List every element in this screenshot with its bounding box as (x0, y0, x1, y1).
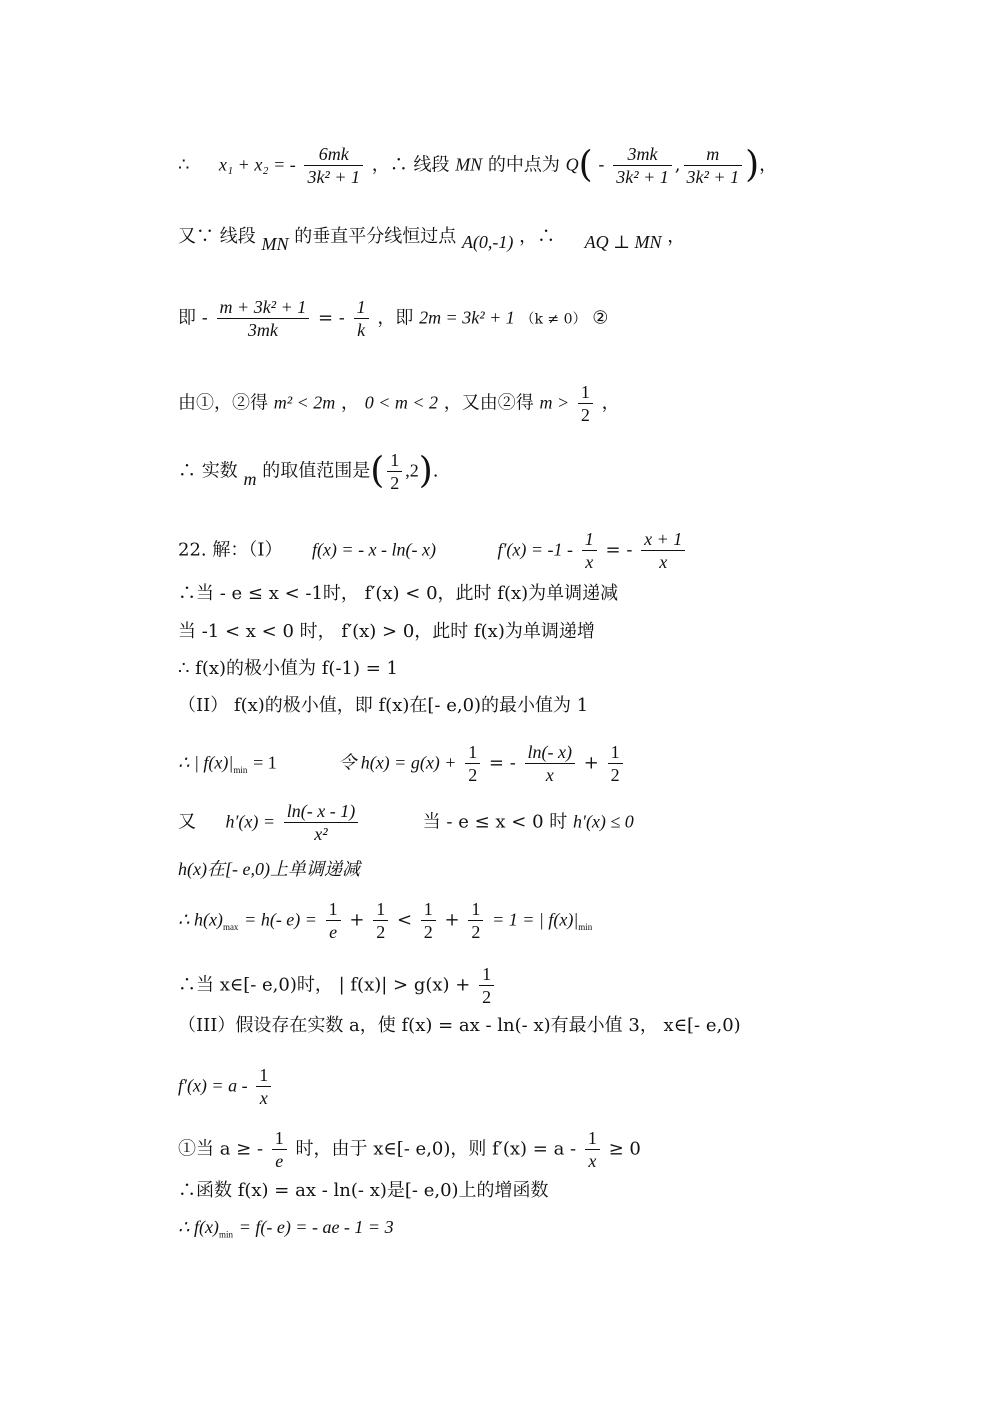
line-problem-22: 22. 解：（I） f(x) = - x - ln(- x) f′(x) = -1 - $\frac{1}{x}$ = - $\frac{x + 1}{x}$ (178, 528, 688, 573)
sum-expression: x₁ + x₂ = - (218, 154, 296, 175)
line-condition: 即 - $\frac{\text{m + 3k² + 1}}{3mk}$ = - $\frac{1}{k}$ ，即 2m = 3k² + 1 （k ≠ 0） ② (178, 297, 609, 340)
line-conclusion-ii: ∴当 x∈[- e,0)时， | f(x)| > g(x) + $\frac{1}{2}$ (178, 963, 497, 1008)
fraction: $\frac{1}{2}$ (608, 741, 623, 786)
fraction: $\frac{1}{2}$ (421, 898, 436, 943)
fraction: $\frac{m}{\text{3k² + 1}}$ (684, 143, 743, 188)
line-inequality: 由①，②得 m² < 2m ， 0 < m < 2 ，又由②得 m > $\frac{1}{2}$ ， (178, 382, 620, 425)
line-perpendicular: 又∵ 线段 MN 的垂直平分线恒过点 A(0,-1) ，∴ AQ ⊥ MN ， (178, 226, 686, 254)
line-increasing: 当 -1 < x < 0 时， f′(x) > 0，此时 f(x)为单调递增 (178, 621, 595, 642)
fraction: $\frac{1}{e}$ (272, 1127, 287, 1172)
fraction: $\frac{1}{2}$ (578, 381, 593, 426)
line-h-derivative: 又 h′(x) = $\frac{\ln(- x - 1)}{\text{x²}}$ 当 - e ≤ x < 0 时 h′(x) ≤ 0 (178, 801, 634, 844)
line-h-definition: ∴ | $f(x)|_{min} = 1$ 令 h(x) = g(x) + $\frac{1}{2}$ = - $\frac{\ln(- x)}{x}$ + $\frac{1}{2}$ (178, 741, 626, 786)
fraction: $\frac{\ln(- x)}{x}$ (525, 741, 575, 786)
line-minimum: ∴ f(x)的极小值为 f(-1) = 1 (178, 658, 398, 679)
line-part-ii: （II） f(x)的极小值，即 f(x)在[- e,0)的最小值为 1 (178, 695, 589, 716)
fraction: $\frac{1}{2}$ (465, 741, 480, 786)
fraction: $\frac{\ln(- x - 1)}{\text{x²}}$ (284, 800, 358, 845)
circled-two: ② (592, 307, 609, 329)
line-case-one: ①当 a ≥ - $\frac{1}{e}$ 时，由于 x∈[- e,0)，则 f′(x) = a - $\frac{1}{x}$ ≥ 0 (178, 1128, 641, 1171)
fraction: $\frac{1}{2}$ (479, 963, 494, 1008)
line-decreasing: ∴当 - e ≤ x < -1时， f′(x) < 0，此时 f(x)为单调递减 (178, 583, 619, 604)
fraction: $\frac{1}{2}$ (468, 898, 483, 943)
fraction: $\frac{1}{e}$ (326, 898, 341, 943)
fraction: $\frac{\text{m + 3k² + 1}}{3mk}$ (217, 296, 310, 341)
line-part-iii: （III）假设存在实数 a，使 f(x) = ax - ln(- x)有最小值 3， x∈[- e,0) (178, 1015, 741, 1036)
fraction: $\frac{1}{x}$ (582, 528, 597, 573)
line-h-decreasing: h(x)在[- e,0)上单调递减 (178, 859, 360, 879)
line-increasing-function: ∴函数 f(x) = ax - ln(- x)是[- e,0)上的增函数 (178, 1180, 549, 1201)
fraction: $\frac{1}{2}$ (373, 898, 388, 943)
fraction: $\frac{6mk}{\text{3k² + 1}}$ (304, 143, 363, 188)
line-h-max: ∴ $h(x)_{max} = h(-$ e) = $\frac{1}{e}$ + $\frac{1}{2}$ < $\frac{1}{2}$ + $\frac{1}{2}$ = 1 = | $f(x)|_{min}$ (178, 899, 593, 942)
fraction: $\frac{x + 1}{x}$ (641, 528, 685, 573)
line-range: ∴ 实数 m 的取值范围是( $\frac{1}{2}$ ,2). (178, 450, 439, 493)
therefore-symbol: ∴ (178, 154, 190, 176)
fraction: $\frac{3mk}{\text{3k² + 1}}$ (613, 143, 672, 188)
problem-heading: 22. 解：（I） (178, 539, 283, 561)
fraction: $\frac{1}{x}$ (256, 1064, 271, 1109)
line-derivative-iii: f′(x) = a - $\frac{1}{x}$ (178, 1064, 274, 1109)
line-min-value: ∴ $f(x)_{min} = f(-$ e) = - ae - 1 = 3 (178, 1217, 394, 1240)
fraction: $\frac{1}{x}$ (585, 1127, 600, 1172)
fraction: $\frac{1}{k}$ (354, 296, 369, 341)
line-midpoint: ∴ x₁ + x₂ = - $\frac{6mk}{\text{3k² + 1}}$ ，∴ 线段 MN 的中点为 Q( - $\frac{3mk}{\text{3k² + 1}}$ , $\frac{m}{\text{3k² + 1}}$ )， (178, 144, 778, 187)
fraction: $\frac{1}{2}$ (387, 449, 402, 494)
